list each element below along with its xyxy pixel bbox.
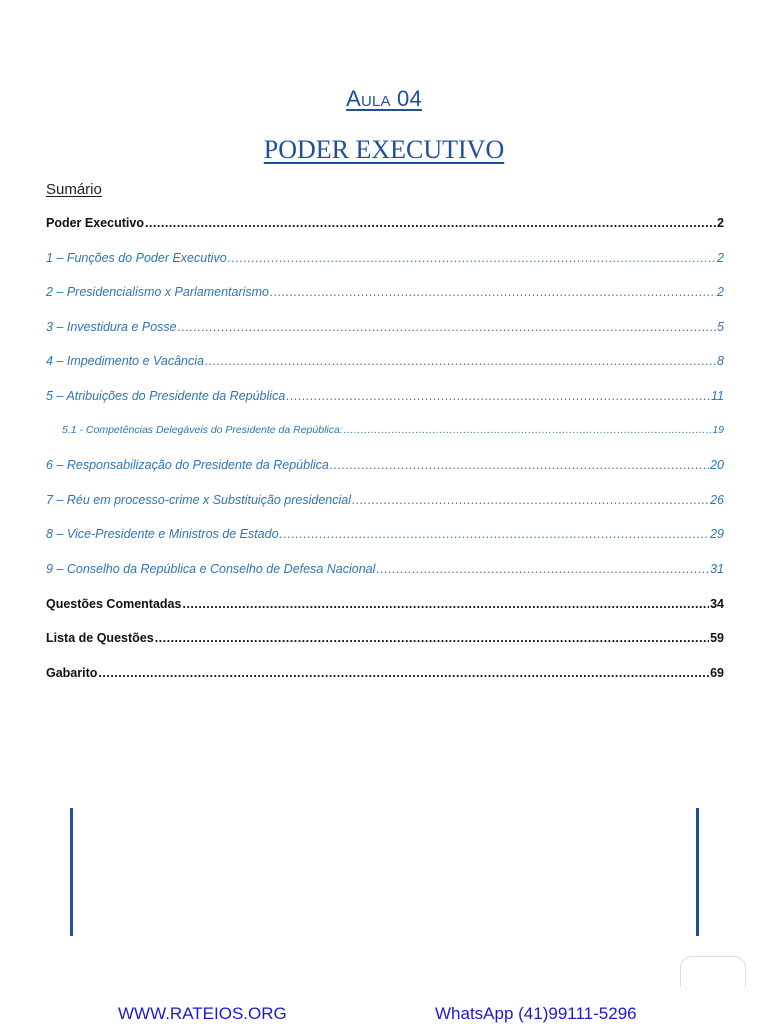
toc-entry-label: 3 – Investidura e Posse bbox=[46, 319, 177, 334]
lesson-title-prefix: A bbox=[346, 86, 361, 111]
toc-entry-atribuicoes[interactable] bbox=[46, 389, 724, 424]
lesson-title bbox=[0, 86, 768, 112]
toc-leader-dots bbox=[145, 216, 716, 230]
toc-leader-dots bbox=[270, 285, 716, 299]
toc-entry-page: 19 bbox=[712, 423, 724, 436]
toc-leader-dots bbox=[286, 389, 710, 403]
corner-tab-widget[interactable] bbox=[680, 956, 746, 987]
toc-entry-responsabilizacao[interactable] bbox=[46, 458, 724, 493]
toc-entry-page: 26 bbox=[710, 492, 724, 507]
toc-entry-label: 7 – Réu em processo-crime x Substituição presidencial bbox=[46, 492, 351, 507]
toc-entry-label: 5 – Atribuições do Presidente da República bbox=[46, 388, 286, 403]
toc-entry-page: 5 bbox=[717, 319, 724, 334]
toc-entry-page: 20 bbox=[710, 458, 724, 473]
toc-entry-funcoes[interactable] bbox=[46, 251, 724, 286]
toc-leader-dots bbox=[376, 562, 709, 576]
toc-entry-poder-executivo[interactable] bbox=[46, 216, 724, 251]
toc-entry-label: Poder Executivo bbox=[46, 216, 144, 230]
footer-whatsapp-link[interactable]: WhatsApp (41)99111-5296 bbox=[435, 1004, 637, 1023]
toc-leader-dots bbox=[155, 631, 709, 645]
toc-entry-label: Questões Comentadas bbox=[46, 596, 182, 611]
toc-entry-page: 31 bbox=[710, 561, 724, 576]
toc-entry-presidencialismo[interactable] bbox=[46, 285, 724, 320]
toc-entry-competencias-delegaveis[interactable] bbox=[46, 424, 724, 459]
toc-entry-page: 69 bbox=[710, 665, 724, 680]
toc-entry-label: Lista de Questões bbox=[46, 631, 154, 646]
toc-leader-dots bbox=[280, 527, 710, 541]
summary-heading: Sumário bbox=[46, 181, 102, 198]
toc-entry-label: 8 – Vice-Presidente e Ministros de Estado bbox=[46, 527, 279, 542]
toc-entry-page: 2 bbox=[717, 285, 724, 300]
toc-entry-label: 1 – Funções do Poder Executivo bbox=[46, 250, 227, 265]
toc-entry-impedimento[interactable] bbox=[46, 354, 724, 389]
toc-entry-vice-presidente[interactable] bbox=[46, 527, 724, 562]
toc-leader-dots bbox=[344, 424, 712, 436]
lesson-title-word: ula bbox=[360, 86, 391, 111]
toc-entry-conselho-republica[interactable] bbox=[46, 562, 724, 597]
toc-entry-label: 6 – Responsabilização do Presidente da República bbox=[46, 458, 329, 473]
page-title: PODER EXECUTIVO bbox=[263, 135, 505, 164]
toc-entry-label: 5.1 - Competências Delegáveis do Presidente da República: bbox=[62, 423, 343, 436]
toc-leader-dots bbox=[178, 320, 716, 334]
toc-entry-page: 8 bbox=[717, 354, 724, 369]
toc-entry-page: 29 bbox=[710, 527, 724, 542]
lesson-number: 04 bbox=[397, 86, 422, 111]
table-of-contents bbox=[46, 216, 724, 700]
toc-entry-label: Gabarito bbox=[46, 665, 98, 680]
toc-leader-dots bbox=[98, 666, 709, 680]
toc-entry-page: 2 bbox=[717, 250, 724, 265]
footer-site-link[interactable]: WWW.RATEIOS.ORG bbox=[118, 1004, 287, 1023]
toc-leader-dots bbox=[228, 251, 716, 265]
toc-entry-investidura[interactable] bbox=[46, 320, 724, 355]
toc-entry-questoes-comentadas[interactable] bbox=[46, 597, 724, 632]
toc-entry-gabarito[interactable] bbox=[46, 666, 724, 701]
toc-entry-label: 4 – Impedimento e Vacância bbox=[46, 354, 204, 369]
toc-entry-label: 9 – Conselho da República e Conselho de Defesa Nacional bbox=[46, 561, 376, 576]
toc-entry-label: 2 – Presidencialismo x Parlamentarismo bbox=[46, 285, 270, 300]
toc-leader-dots bbox=[330, 458, 709, 472]
toc-leader-dots bbox=[205, 354, 716, 368]
toc-entry-lista-questoes[interactable] bbox=[46, 631, 724, 666]
toc-leader-dots bbox=[182, 597, 709, 611]
toc-entry-page: 59 bbox=[710, 631, 724, 646]
toc-leader-dots bbox=[352, 493, 709, 507]
left-margin-bar bbox=[70, 808, 73, 936]
toc-entry-page: 2 bbox=[717, 216, 724, 230]
toc-entry-reu-processo-crime[interactable] bbox=[46, 493, 724, 528]
toc-entry-page: 11 bbox=[711, 388, 724, 403]
right-margin-bar bbox=[696, 808, 699, 936]
toc-entry-page: 34 bbox=[710, 596, 724, 611]
